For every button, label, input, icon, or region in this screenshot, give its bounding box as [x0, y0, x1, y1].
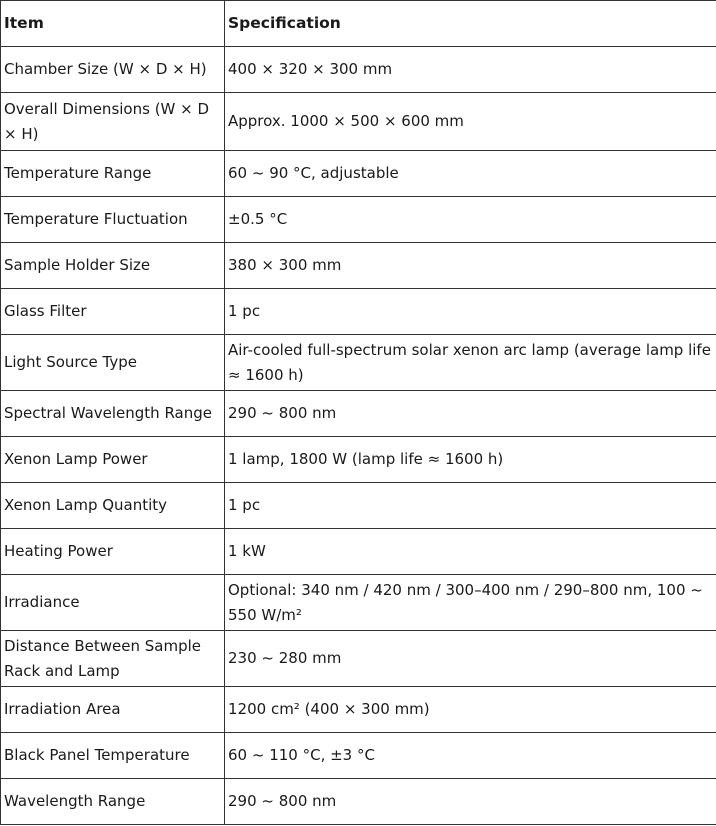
spec-cell: 1 kW — [225, 529, 716, 575]
table-row — [1, 197, 716, 243]
item-cell: Black Panel Temperature — [1, 733, 225, 779]
spec-cell: 380 × 300 mm — [225, 243, 716, 289]
spec-cell: ±0.5 °C — [225, 197, 716, 243]
spec-cell: 290 ~ 800 nm — [225, 391, 716, 437]
item-cell: Irradiation Area — [1, 687, 225, 733]
item-cell: Wavelength Range — [1, 779, 225, 825]
table-row — [1, 779, 716, 825]
table-row — [1, 483, 716, 529]
table-row — [1, 529, 716, 575]
header-specification: Specification — [225, 1, 716, 47]
item-cell: Glass Filter — [1, 289, 225, 335]
item-cell: Temperature Range — [1, 151, 225, 197]
spec-cell: 1 pc — [225, 483, 716, 529]
item-cell: Overall Dimensions (W × D × H) — [1, 93, 225, 151]
item-cell: Chamber Size (W × D × H) — [1, 47, 225, 93]
spec-cell: 1200 cm² (400 × 300 mm) — [225, 687, 716, 733]
spec-cell: Approx. 1000 × 500 × 600 mm — [225, 93, 716, 151]
spec-cell: 60 ~ 110 °C, ±3 °C — [225, 733, 716, 779]
table-row — [1, 687, 716, 733]
item-cell: Temperature Fluctuation — [1, 197, 225, 243]
item-cell: Xenon Lamp Quantity — [1, 483, 225, 529]
item-cell: Xenon Lamp Power — [1, 437, 225, 483]
table-row — [1, 335, 716, 391]
item-cell: Spectral Wavelength Range — [1, 391, 225, 437]
table-row — [1, 733, 716, 779]
spec-cell: 400 × 320 × 300 mm — [225, 47, 716, 93]
table-row — [1, 437, 716, 483]
spec-cell: 1 lamp, 1800 W (lamp life ≈ 1600 h) — [225, 437, 716, 483]
item-cell: Irradiance — [1, 575, 225, 631]
table-row — [1, 93, 716, 151]
table-row — [1, 631, 716, 687]
item-cell: Distance Between Sample Rack and Lamp — [1, 631, 225, 687]
table-row — [1, 47, 716, 93]
item-cell: Heating Power — [1, 529, 225, 575]
table-row — [1, 289, 716, 335]
spec-cell: 230 ~ 280 mm — [225, 631, 716, 687]
item-cell: Sample Holder Size — [1, 243, 225, 289]
spec-cell: 290 ~ 800 nm — [225, 779, 716, 825]
table-row — [1, 391, 716, 437]
spec-cell: Air-cooled full-spectrum solar xenon arc lamp (average lamp life ≈ 1600 h) — [225, 335, 716, 391]
table-row — [1, 151, 716, 197]
table-row — [1, 575, 716, 631]
header-item: Item — [1, 1, 225, 47]
table-row — [1, 243, 716, 289]
table-header-row — [1, 1, 716, 47]
spec-cell: 1 pc — [225, 289, 716, 335]
spec-cell: Optional: 340 nm / 420 nm / 300–400 nm / 290–800 nm, 100 ~ 550 W/m² — [225, 575, 716, 631]
item-cell: Light Source Type — [1, 335, 225, 391]
spec-cell: 60 ~ 90 °C, adjustable — [225, 151, 716, 197]
